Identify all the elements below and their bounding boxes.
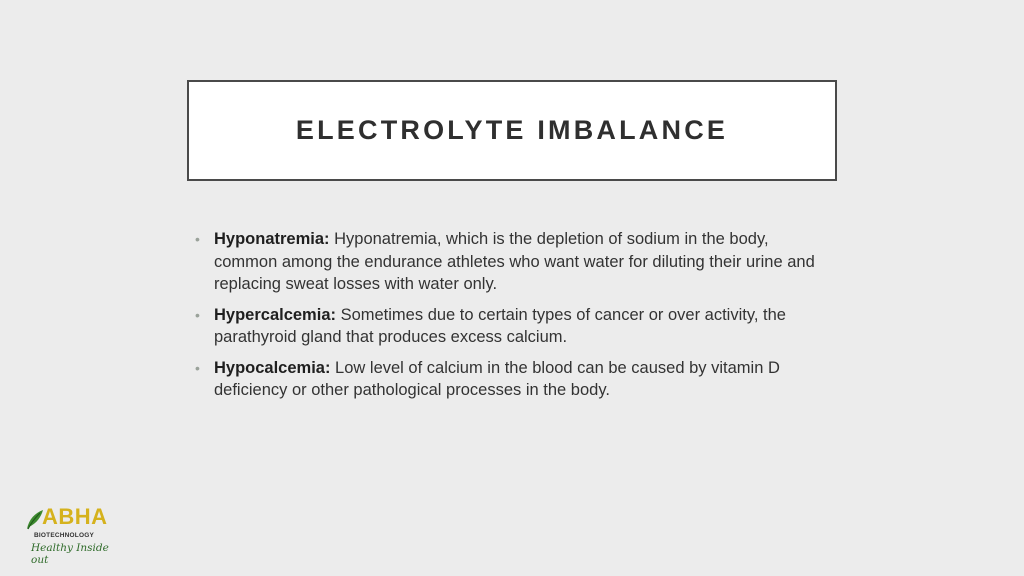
bullet-text: Sometimes due to certain types of cancer or over activity, the parathyroid gland that produces excess calcium. <box>214 305 786 346</box>
logo-tagline: Healthy Inside out <box>31 542 109 566</box>
logo-name: ABHA <box>42 504 108 529</box>
bullet-text: Hyponatremia, which is the depletion of sodium in the body, common among the endurance athletes who want water for diluting their urine and replacing sweat losses with water only. <box>214 230 815 293</box>
bullet-dot-icon: • <box>195 306 200 323</box>
bullet-term: Hypercalcemia: <box>214 305 336 324</box>
slide-title: ELECTROLYTE IMBALANCE <box>295 115 729 145</box>
bullet-term: Hyponatremia: <box>214 230 330 248</box>
bullet-dot-icon: • <box>195 231 200 247</box>
bullet-term: Hypocalcemia: <box>214 358 331 377</box>
bullet-dot-icon: • <box>195 359 200 376</box>
bullet-text: Low level of calcium in the blood can be caused by vitamin D deficiency or other pathological processes in the body. <box>214 358 780 399</box>
bullet-item <box>195 304 835 349</box>
title-box <box>187 80 837 181</box>
bullet-item <box>195 357 835 402</box>
bullet-list <box>195 228 835 410</box>
company-logo <box>25 504 120 566</box>
logo-subtitle: BIOTECHNOLOGY <box>34 532 95 539</box>
bullet-item <box>195 228 835 296</box>
